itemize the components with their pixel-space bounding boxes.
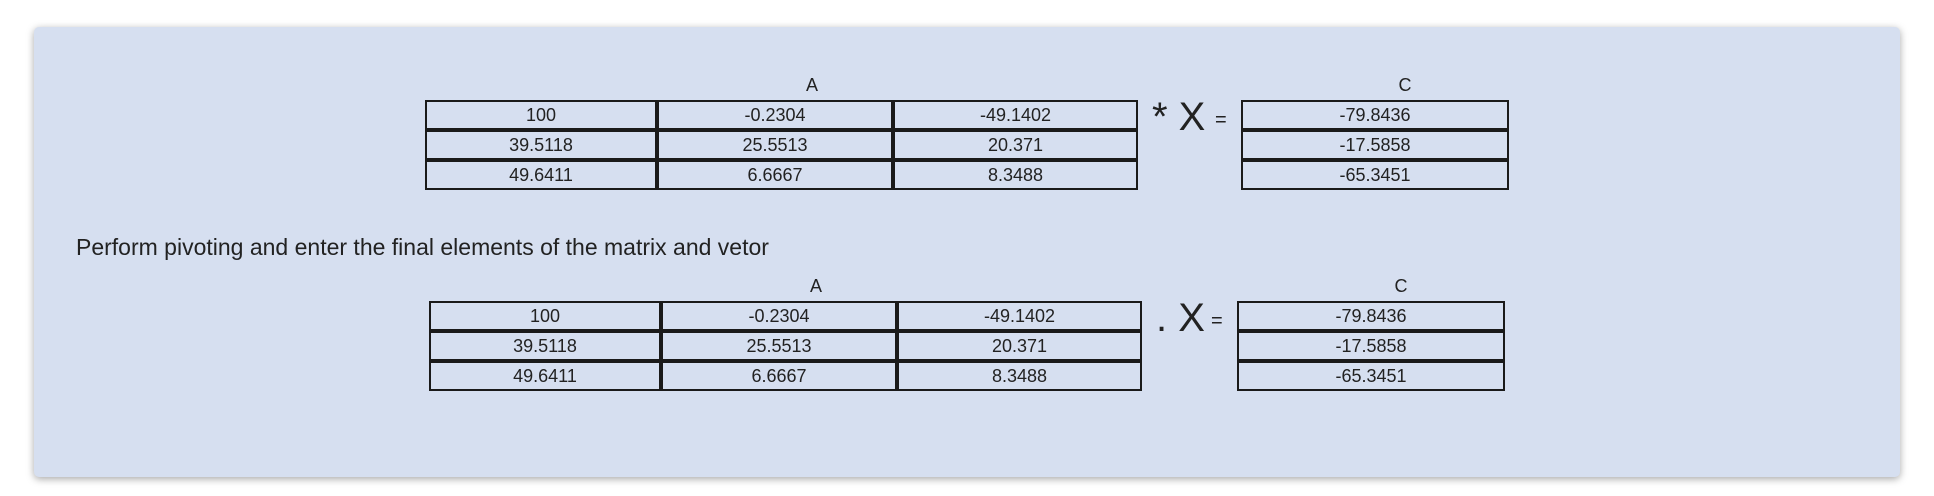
matrix-cell: 8.3488 [893, 160, 1138, 190]
matrix-cell: 20.371 [893, 130, 1138, 160]
table-row [425, 130, 1138, 160]
answer-equals-sign: = [1211, 310, 1223, 332]
matrix-cell: 49.6411 [425, 160, 657, 190]
instruction-text: Perform pivoting and enter the final elements of the matrix and vetor [76, 234, 769, 260]
matrix-input[interactable] [431, 363, 659, 389]
vector-c-answer [1237, 301, 1505, 391]
matrix-input[interactable] [663, 333, 895, 359]
vector-input[interactable] [1239, 303, 1503, 329]
matrix-a-given [425, 100, 1138, 190]
matrix-input[interactable] [431, 303, 659, 329]
table-row [1237, 361, 1505, 391]
matrix-cell: 25.5513 [657, 130, 893, 160]
equals-sign: = [1215, 109, 1227, 131]
matrix-a-label: A [805, 75, 818, 95]
matrix-cell: -0.2304 [657, 100, 893, 130]
table-row [1241, 160, 1509, 190]
vector-cell: -17.5858 [1241, 130, 1509, 160]
vector-input[interactable] [1239, 333, 1503, 359]
vector-cell: -65.3451 [1241, 160, 1509, 190]
vector-input[interactable] [1239, 363, 1503, 389]
matrix-input[interactable] [899, 333, 1140, 359]
table-row [1237, 301, 1505, 331]
table-row [1241, 100, 1509, 130]
matrix-cell: -49.1402 [893, 100, 1138, 130]
table-row [1237, 331, 1505, 361]
vector-c-given [1241, 100, 1509, 190]
matrix-input[interactable] [899, 363, 1140, 389]
vector-cell: -79.8436 [1241, 100, 1509, 130]
matrix-a-answer [429, 301, 1142, 391]
matrix-cell: 100 [425, 100, 657, 130]
table-row [425, 100, 1138, 130]
matrix-input[interactable] [663, 363, 895, 389]
table-row [429, 331, 1142, 361]
table-row [429, 361, 1142, 391]
matrix-input[interactable] [899, 303, 1140, 329]
multiply-x-operator: * X [1152, 95, 1206, 139]
answer-matrix-a-label: A [809, 276, 822, 296]
table-row [425, 160, 1138, 190]
answer-vector-c-label: C [1394, 276, 1408, 296]
matrix-input[interactable] [663, 303, 895, 329]
matrix-cell: 39.5118 [425, 130, 657, 160]
table-row [1241, 130, 1509, 160]
table-row [429, 301, 1142, 331]
dot-x-operator: . X [1156, 296, 1205, 340]
vector-c-label: C [1398, 75, 1412, 95]
problem-panel [34, 27, 1900, 477]
matrix-input[interactable] [431, 333, 659, 359]
matrix-cell: 6.6667 [657, 160, 893, 190]
